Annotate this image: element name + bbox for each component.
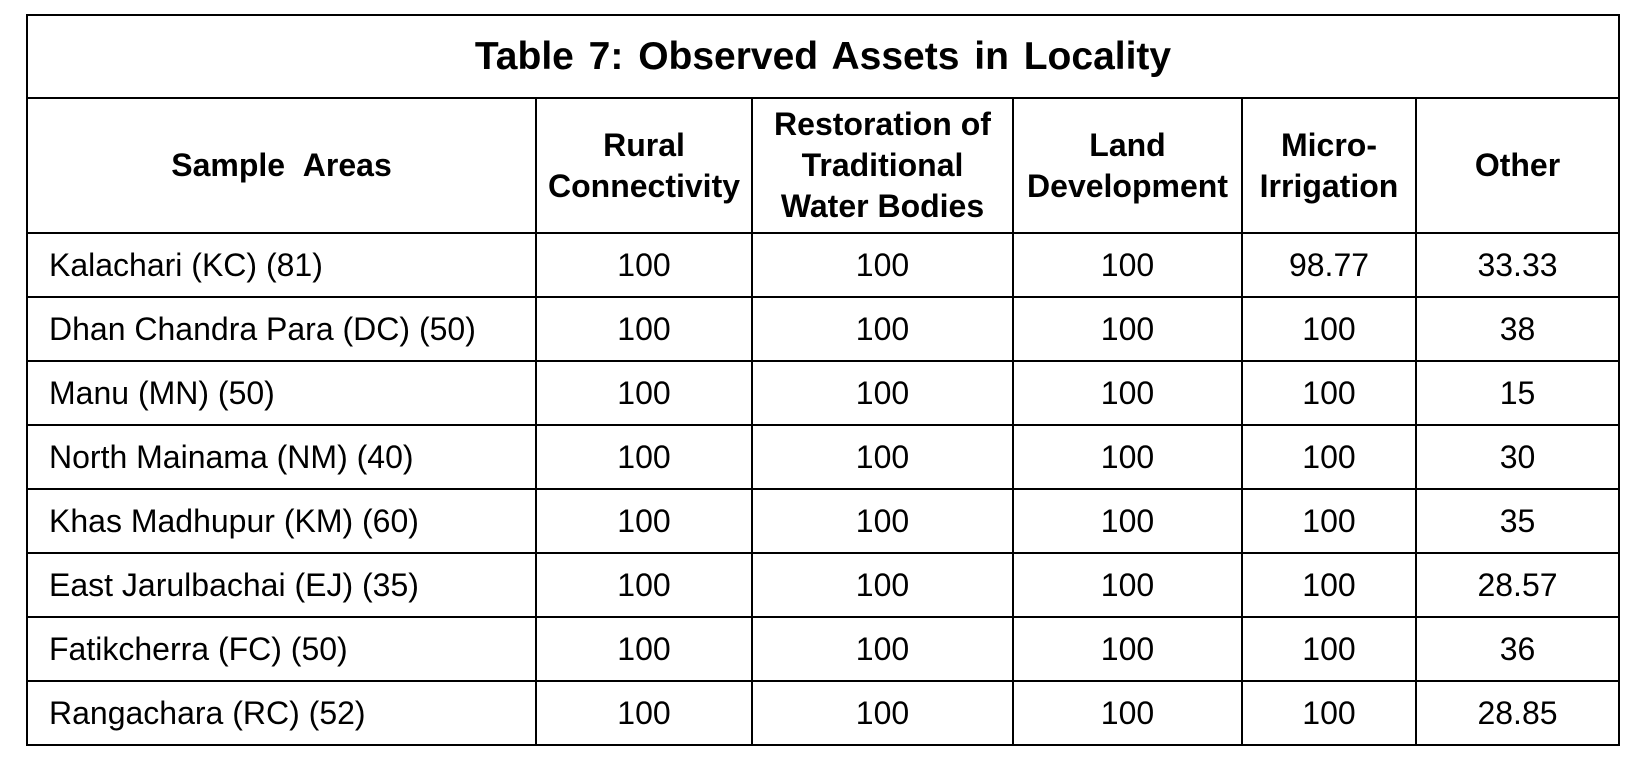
value-cell: 98.77 xyxy=(1242,233,1416,297)
sample-area-cell: Rangachara (RC) (52) xyxy=(27,681,536,745)
table-row xyxy=(27,361,1619,425)
observed-assets-table xyxy=(26,14,1620,746)
value-cell: 100 xyxy=(536,617,752,681)
sample-area-cell: Fatikcherra (FC) (50) xyxy=(27,617,536,681)
value-cell: 28.85 xyxy=(1416,681,1619,745)
table-row xyxy=(27,681,1619,745)
value-cell: 100 xyxy=(536,681,752,745)
header-line: Land xyxy=(1089,126,1166,163)
value-cell: 100 xyxy=(1013,297,1242,361)
table-row xyxy=(27,489,1619,553)
value-cell: 100 xyxy=(1013,361,1242,425)
header-line: Development xyxy=(1027,167,1228,204)
table-row xyxy=(27,425,1619,489)
value-cell: 100 xyxy=(752,297,1013,361)
sample-area-cell: Khas Madhupur (KM) (60) xyxy=(27,489,536,553)
value-cell: 38 xyxy=(1416,297,1619,361)
value-cell: 100 xyxy=(536,361,752,425)
value-cell: 100 xyxy=(1013,425,1242,489)
value-cell: 100 xyxy=(536,425,752,489)
header-line: Connectivity xyxy=(547,167,741,204)
value-cell: 100 xyxy=(1013,681,1242,745)
header-land-development xyxy=(1013,98,1242,233)
header-line: Sample Areas xyxy=(171,147,392,183)
value-cell: 100 xyxy=(1242,361,1416,425)
value-cell: 33.33 xyxy=(1416,233,1619,297)
sample-area-cell: Manu (MN) (50) xyxy=(27,361,536,425)
value-cell: 28.57 xyxy=(1416,553,1619,617)
header-row xyxy=(27,98,1619,233)
header-line: Other xyxy=(1474,147,1561,183)
header-line: Irrigation xyxy=(1259,167,1399,204)
value-cell: 100 xyxy=(1242,617,1416,681)
header-line: Water Bodies xyxy=(780,188,985,224)
value-cell: 100 xyxy=(1013,233,1242,297)
sample-area-cell: Kalachari (KC) (81) xyxy=(27,233,536,297)
header-line: Restoration of xyxy=(774,106,991,142)
header-line: Micro- xyxy=(1281,126,1377,163)
value-cell: 100 xyxy=(1013,553,1242,617)
table-row xyxy=(27,553,1619,617)
header-line: Traditional xyxy=(801,147,964,183)
table-row xyxy=(27,233,1619,297)
table-container xyxy=(26,14,1618,746)
value-cell: 100 xyxy=(1242,297,1416,361)
value-cell: 100 xyxy=(1013,489,1242,553)
header-restoration-water-bodies xyxy=(752,98,1013,233)
value-cell: 100 xyxy=(536,553,752,617)
value-cell: 35 xyxy=(1416,489,1619,553)
value-cell: 100 xyxy=(1242,553,1416,617)
value-cell: 100 xyxy=(1242,425,1416,489)
value-cell: 100 xyxy=(752,233,1013,297)
value-cell: 100 xyxy=(1013,617,1242,681)
value-cell: 100 xyxy=(752,425,1013,489)
value-cell: 100 xyxy=(752,617,1013,681)
value-cell: 100 xyxy=(1242,489,1416,553)
sample-area-cell: North Mainama (NM) (40) xyxy=(27,425,536,489)
header-rural-connectivity xyxy=(536,98,752,233)
value-cell: 100 xyxy=(536,233,752,297)
value-cell: 100 xyxy=(536,489,752,553)
header-micro-irrigation xyxy=(1242,98,1416,233)
value-cell: 36 xyxy=(1416,617,1619,681)
value-cell: 100 xyxy=(752,361,1013,425)
value-cell: 100 xyxy=(536,297,752,361)
value-cell: 30 xyxy=(1416,425,1619,489)
title-row xyxy=(27,15,1619,98)
table-title: Table 7: Observed Assets in Locality xyxy=(27,15,1619,98)
sample-area-cell: East Jarulbachai (EJ) (35) xyxy=(27,553,536,617)
value-cell: 100 xyxy=(752,681,1013,745)
value-cell: 100 xyxy=(752,489,1013,553)
table-row xyxy=(27,617,1619,681)
value-cell: 100 xyxy=(752,553,1013,617)
header-sample-areas xyxy=(27,98,536,233)
table-row xyxy=(27,297,1619,361)
value-cell: 100 xyxy=(1242,681,1416,745)
sample-area-cell: Dhan Chandra Para (DC) (50) xyxy=(27,297,536,361)
header-other xyxy=(1416,98,1619,233)
header-line: Rural xyxy=(603,126,685,163)
value-cell: 15 xyxy=(1416,361,1619,425)
